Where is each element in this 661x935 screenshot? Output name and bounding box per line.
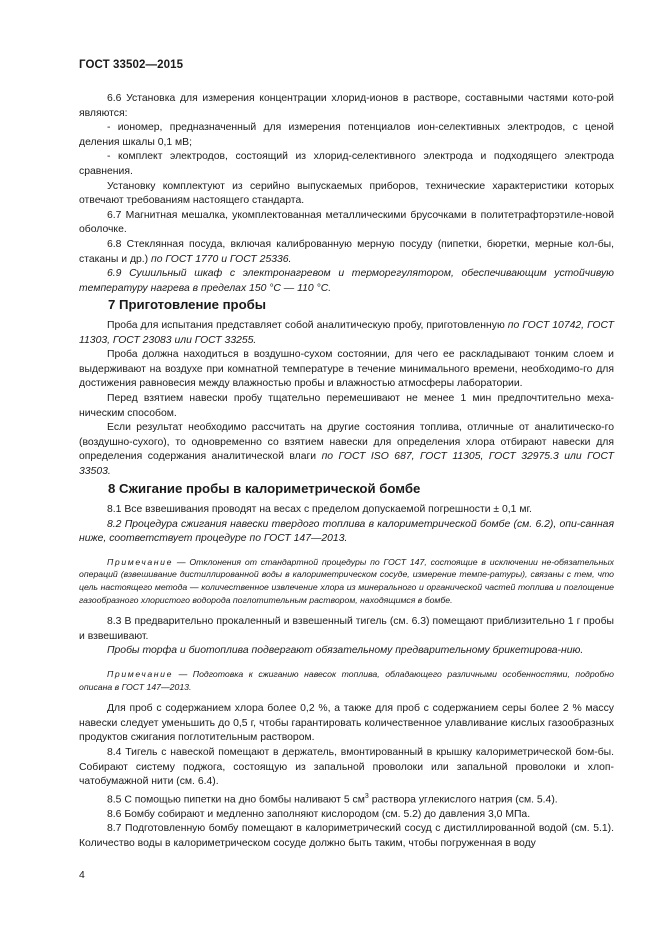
paragraph-6-8-text: 6.8 Стеклянная посуда, включая калиброванную мерную посуду (пипетки, бюретки, мерные кол-бы, стаканы и др.) — [79, 238, 614, 265]
paragraph-8-5-text-a: 8.5 С помощью пипетки на дно бомбы наливают 5 см — [107, 794, 365, 806]
superscript-3: 3 — [364, 792, 369, 800]
list-item-ionomer: - иономер, предназначенный для измерения потенциалов ион-селективных электродов, с ценой деления шкалы 0,1 мВ; — [79, 122, 614, 148]
paragraph-8-5-text-b: раствора углекислого натрия (см. 5.4). — [368, 794, 558, 806]
section-8-title: 8 Сжигание пробы в калориметрической бомбе — [108, 481, 421, 496]
note-2-text: — Подготовка к сжиганию навесок топлива, обладающего различными особенностями, подробно описана в ГОСТ 147—2013. — [79, 668, 614, 692]
note-1 — [79, 556, 614, 606]
paragraph-7-1 — [79, 319, 614, 348]
paragraph-7-4 — [79, 421, 614, 479]
paragraph-6-7: 6.7 Магнитная мешалка, укомплектованная металлическими брусочками в политетрафторэтиле-новой оболочке. — [79, 209, 614, 236]
paragraph-7-1-text: Проба для испытания представляет собой аналитическую пробу, приготовленную — [107, 320, 505, 331]
paragraph-8-1: 8.1 Все взвешивания проводят на весах с пределом допускаемой погрешности ± 0,1 мг. — [107, 504, 532, 515]
paragraph-sample-mass: Для проб с содержанием хлора более 0,2 %, а также для проб с содержанием серы более 2 % массу навески следует уменьшить до 0,5 г, чтобы гарантировать количественное улавливание кислых газообразных продуктов сжигания поглотительным раствором. — [79, 703, 614, 744]
note-2 — [79, 668, 614, 693]
paragraph-7-1-reference: по ГОСТ 10742, ГОСТ 11303, ГОСТ 23083 или ГОСТ 33255. — [79, 320, 614, 346]
paragraph-8-3: 8.3 В предварительно прокаленный и взвешенный тигель (см. 6.3) помещают приблизительно 1 г пробы и взвешивают. — [79, 616, 614, 642]
section-7-title: 7 Приготовление пробы — [108, 297, 267, 312]
section-8-body — [79, 503, 614, 852]
list-item-electrodes: - комплект электродов, состоящий из хлорид-селективного электрода и подходящего электрода сравнения. — [79, 151, 614, 177]
paragraph-6-8 — [79, 238, 614, 267]
note-1-label: Примечание — [107, 556, 174, 567]
paragraph-7-3: Перед взятием навески пробу тщательно перемешивают не менее 1 мин предпочтительно меха-ническим способом. — [79, 392, 614, 419]
paragraph-8-7: 8.7 Подготовленную бомбу помещают в калориметрический сосуд с дистиллированной водой (см. 5.1). Количество воды в калориметрическом сосуде должно быть таким, чтобы погруженная в воду — [79, 823, 614, 849]
note-1-text: — Отклонения от стандартной процедуры по ГОСТ 147, состоящие в исключении не-обязательных операций (взвешивание дистиллированной воды в калориметрическом сосуде, измерение темпе-ратуры), связаны с тем, что цель настоящего метода — количественное извлечение хлора из минерального и органической частей топлива и поглощение газообразного хлористого водорода поглотительным раствором, находящимся в бомбе. — [79, 556, 614, 605]
section-7-body — [79, 319, 614, 480]
paragraph-8-6: 8.6 Бомбу собирают и медленно заполняют кислородом (см. 5.2) до давления 3,0 МПа. — [107, 808, 531, 820]
page-number: 4 — [79, 870, 85, 881]
paragraph-8-2: 8.2 Процедура сжигания навески твердого топлива в калориметрической бомбе (см. 6.2), опи-санная ниже, соответствует процедуре по ГОСТ 147—2013. — [79, 518, 614, 545]
paragraph-7-2: Проба должна находиться в воздушно-сухом состоянии, для чего ее раскладывают тонким слоем и выдерживают на воздухе при комнатной температуре в течение минимального времени, необходимо-го для достижения равновесия между влажностью пробы и влажностью атмосферы лаборатории. — [79, 349, 614, 390]
paragraph-6-6: 6.6 Установка для измерения концентрации хлорид-ионов в растворе, составными частями кото-рой являются: — [79, 93, 614, 119]
paragraph-7-4-text: Если результат необходимо рассчитать на другие состояния топлива, отличные от аналитическо-го (воздушно-сухого), то одновременно со взятием навески для определения хлора отбирают навески для определения содержания аналитической влаги — [79, 422, 614, 463]
note-2-label: Примечание — [107, 668, 174, 679]
paragraph-6-9: 6.9 Сушильный шкаф с электронагревом и терморегулятором, обеспечивающим устойчивую температуру нагрева в пределах 150 °С — 110 °С. — [79, 268, 614, 294]
document-header: ГОСТ 33502—2015 — [79, 59, 184, 71]
equipment-block — [79, 92, 614, 296]
paragraph-kit: Установку комплектуют из серийно выпускаемых приборов, технические характеристики которых отвечают требованиям настоящего стандарта. — [79, 180, 614, 207]
paragraph-8-4: 8.4 Тигель с навеской помещают в держатель, вмонтированный в крышку калориметрической бом-бы. Собирают систему поджога, состоящую из запальной проволоки или запальной проволоки и хлоп-чатобумажной нити (см. 6.4). — [79, 746, 614, 788]
paragraph-6-8-reference: по ГОСТ 1770 и ГОСТ 25336. — [151, 253, 292, 265]
paragraph-8-5 — [79, 790, 614, 808]
paragraph-8-3-peat: Пробы торфа и биотоплива подвергают обязательному предварительному брикетирова-нию. — [107, 645, 584, 657]
paragraph-7-4-reference: по ГОСТ ISO 687, ГОСТ 11305, ГОСТ 32975.3 или ГОСТ 33503. — [79, 451, 615, 477]
